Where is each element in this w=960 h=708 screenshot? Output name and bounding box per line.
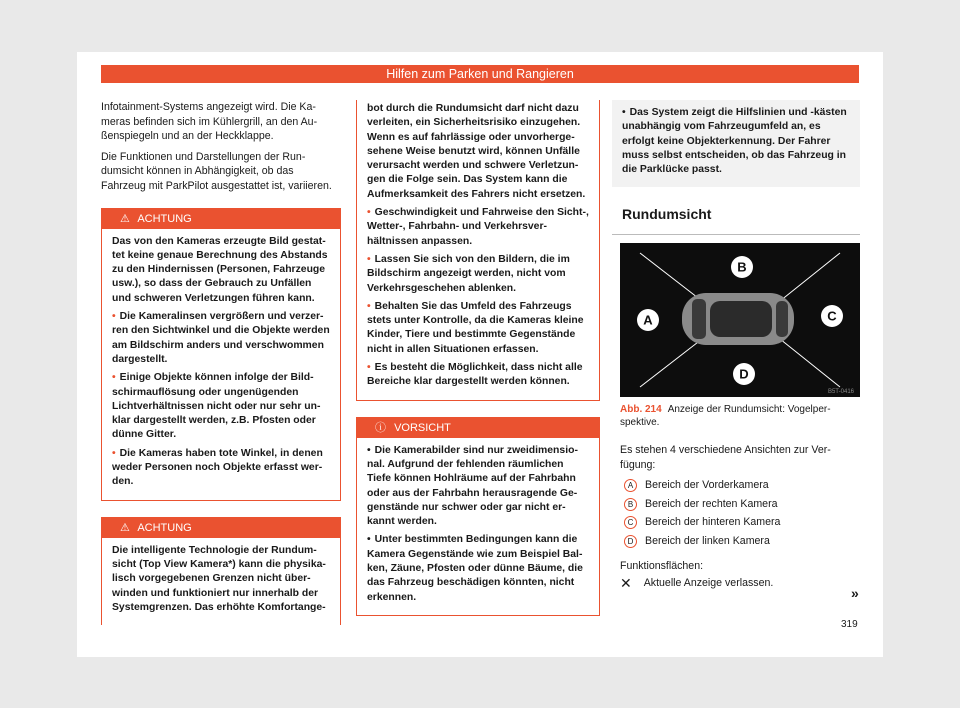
list-item xyxy=(624,534,860,549)
list-item-label: Bereich der rechten Kamera xyxy=(645,497,778,510)
warning-icon: ⚠ xyxy=(120,212,130,225)
caution-body xyxy=(357,438,599,615)
function-item xyxy=(620,576,860,591)
caution-header xyxy=(357,418,599,438)
function-label: Aktuelle Anzeige verlassen. xyxy=(643,577,774,590)
warning-title: ACHTUNG xyxy=(137,212,192,225)
caution-bullet: • Unter bestimmten Bedingungen kann die Kamera Gegenstände wie zum Beispiel Balken, Zäune, Pfosten oder dünne Bäume, die das Fahrzeug beschädigen könnten, nicht erkennen. xyxy=(367,533,589,604)
warning-box-continued xyxy=(356,100,600,401)
key-badge: B xyxy=(624,498,637,511)
paragraph: Die Funktionen und Darstellungen der Rundumsicht können in Abhängigkeit, ob das Fahrzeug mit ParkPilot ausgestattet ist, variieren. xyxy=(101,150,332,192)
warning-text: Das von den Kameras erzeugte Bild gestattet keine genaue Berechnung des Abstands zu den Hindernissen (Personen, Fahrzeuge usw.), so dass der Gebrauch zu Unfällen und schweren Verletzungen führen kann. xyxy=(112,235,328,304)
warning-bullet: • Behalten Sie das Umfeld des Fahrzeugs stets unter Kontrolle, da die Kameras kleine Kinder, Tiere und bestimmte Gegenstände nicht in allen Situationen erfassen. xyxy=(367,300,589,357)
column-2 xyxy=(356,100,600,616)
warning-box xyxy=(101,208,341,501)
key-badge: A xyxy=(624,479,637,492)
warning-bullet: • Lassen Sie sich von den Bildern, die im Bildschirm angezeigt werden, nicht vom Verkehrsgeschehen ablenken. xyxy=(367,253,589,296)
label-d: D xyxy=(739,366,749,382)
list-item xyxy=(624,497,860,512)
label-a: A xyxy=(643,312,653,328)
caution-box xyxy=(356,417,600,616)
info-icon: ⓘ xyxy=(375,421,386,434)
paragraph: Es stehen 4 verschiedene Ansichten zur Verfügung: xyxy=(620,444,831,471)
caution-title: VORSICHT xyxy=(394,421,451,434)
warning-header xyxy=(102,518,340,538)
warning-title: ACHTUNG xyxy=(137,521,192,534)
page-number: 319 xyxy=(841,619,858,630)
figure-code: B5T-0416 xyxy=(827,389,854,396)
label-b: B xyxy=(737,259,747,275)
warning-bullet: • Die Kameralinsen vergrößern und verzerren den Sichtwinkel und die Objekte werden am Bildschirm anders und verschwommen dargestellt. xyxy=(112,310,330,367)
note-box xyxy=(612,100,860,187)
page-header: Hilfen zum Parken und Rangieren xyxy=(101,65,859,83)
divider xyxy=(612,234,860,235)
warning-body xyxy=(102,229,340,500)
warning-body xyxy=(357,100,599,400)
caution-bullet: • Die Kamerabilder sind nur zweidimensional. Aufgrund der fehlenden räumlichen Tiefe können Hohlräume auf der Fahrbahn oder aus der Fahrbahn herausragende Gegenstände nur schwer oder gar nicht erkannt werden. xyxy=(367,444,589,530)
topview-figure xyxy=(620,243,860,397)
figure-number: Abb. 214 xyxy=(620,404,662,416)
warning-body xyxy=(102,538,340,625)
list-item-label: Bereich der Vorderkamera xyxy=(645,479,769,492)
list-item xyxy=(624,515,860,530)
list-item-label: Bereich der hinteren Kamera xyxy=(645,516,781,529)
warning-header xyxy=(102,209,340,229)
list-item-label: Bereich der linken Kamera xyxy=(645,535,770,548)
section-title: Rundumsicht xyxy=(622,206,712,223)
warning-text: bot durch die Rundumsicht darf nicht dazu verleiten, ein Sicherheitsrisiko einzugehen. Wenn es auf fahrlässige oder unvorhergesehene Weise benutzt wird, können Unfälle verursacht werden und schwere Verletzungen die Folge sein. Das System kann die Aufmerksamkeit des Fahrers nicht ersetzen. xyxy=(367,103,586,200)
figure-caption-text: Anzeige der Rundumsicht: Vogelperspektive. xyxy=(620,404,831,429)
warning-bullet: • Einige Objekte können infolge der Bildschirmauflösung oder ungenügenden Lichtverhältnissen nicht oder nur sehr unklar dargestellt werden, z.B. Pfosten oder dünne Gitter. xyxy=(112,371,330,442)
warning-bullet: • Die Kameras haben tote Winkel, in denen weder Personen noch Objekte erfasst werden. xyxy=(112,447,330,490)
paragraph: Infotainment-Systems angezeigt wird. Die Kameras befinden sich im Kühlergrill, an den Außenspiegeln und an der Heckklappe. xyxy=(101,101,318,143)
topview-diagram xyxy=(620,243,860,397)
view-list xyxy=(620,478,860,548)
key-badge: D xyxy=(624,535,637,548)
warning-bullet: • Es besteht die Möglichkeit, dass nicht alle Bereiche klar dargestellt werden können. xyxy=(367,361,589,390)
column-1 xyxy=(101,100,341,625)
warning-bullet: • Geschwindigkeit und Fahrweise den Sicht-, Wetter-, Fahrbahn- und Verkehrsverhältnissen anpassen. xyxy=(367,206,589,249)
note-text: • Das System zeigt die Hilfslinien und -kästen unabhängig vom Fahrzeugumfeld an, es erfolgt keine Objekterkennung. Der Fahrer muss selbst entscheiden, ob das Fahrzeug in die Parklücke passt. xyxy=(622,106,850,177)
paragraph: Funktionsflächen: xyxy=(620,559,704,572)
key-badge: C xyxy=(624,516,637,529)
column-3 xyxy=(612,100,860,595)
warning-text: Die intelligente Technologie der Rundumsicht (Top View Kamera*) kann die physikalisch vorgegebenen Grenzen nicht überwinden und funktioniert nur innerhalb der Systemgrenzen. Das erhöhte Komfortange- xyxy=(112,544,326,613)
continue-marker: » xyxy=(851,585,859,601)
warning-box xyxy=(101,517,341,625)
figure-caption xyxy=(620,403,860,429)
list-item xyxy=(624,478,860,493)
close-icon: ✕ xyxy=(620,575,632,592)
warning-icon: ⚠ xyxy=(120,521,130,534)
label-c: C xyxy=(827,308,837,324)
